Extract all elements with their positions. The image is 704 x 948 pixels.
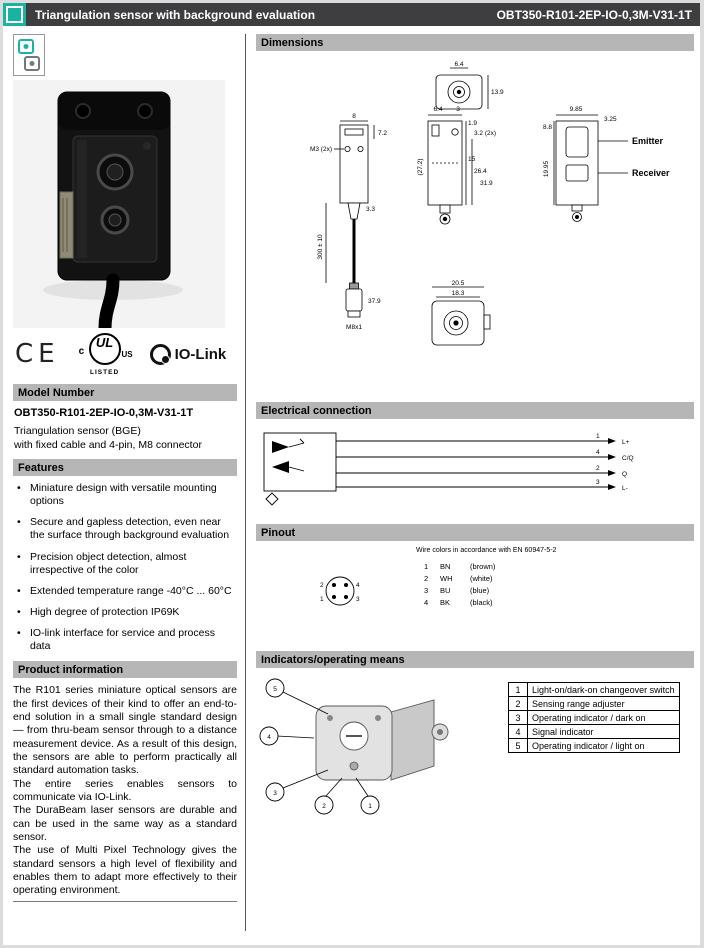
certification-row [15,332,237,376]
ul-logo-icon: UL [89,333,121,365]
svg-text:8: 8 [352,113,356,120]
svg-text:3.3: 3.3 [366,206,376,213]
ul-us-label: US [121,350,133,359]
svg-text:L+: L+ [622,439,630,446]
feature-item: • Secure and gapless detection, even near the surface through background evaluation [17,516,237,542]
wire-row [424,573,530,585]
pinout-note: Wire colors in accordance with EN 60947-5-2 [416,547,557,554]
wire-pin: 4 [424,598,429,607]
svg-text:Receiver: Receiver [632,168,670,178]
svg-text:1: 1 [320,596,324,603]
brand-glyph-icon [6,6,23,23]
svg-text:C/Q: C/Q [622,455,634,462]
header-bar [3,3,700,26]
indicator-row [509,725,680,739]
svg-text:18.3: 18.3 [451,290,465,297]
wire-pin: 2 [424,574,429,583]
svg-text:1: 1 [368,803,372,810]
wire-color: (black) [470,598,493,607]
indicator-label: Signal indicator [528,725,680,739]
page-title: Triangulation sensor with background evaluation [35,7,316,22]
wire-row [424,585,530,597]
svg-text:9.85: 9.85 [569,106,583,113]
svg-text:19.95: 19.95 [543,160,550,178]
indicator-number: 2 [509,697,528,711]
product-photo [13,80,225,328]
indicator-label: Sensing range adjuster [528,697,680,711]
wire-code: WH [440,574,453,583]
wire-color: (white) [470,574,493,583]
ul-listed-label: LISTED [90,369,120,376]
section-pinout: Pinout [256,524,694,541]
svg-text:5: 5 [273,686,277,693]
datasheet-page [3,3,700,945]
svg-text:1.9: 1.9 [468,120,478,127]
svg-text:M3 (2x): M3 (2x) [309,146,332,153]
sensor-pictogram-icon [17,38,41,72]
svg-text:L-: L- [622,485,628,492]
section-electrical-connection: Electrical connection [256,402,694,419]
svg-text:Q: Q [622,471,628,478]
left-column-divider [13,901,237,902]
indicators-table [508,682,680,753]
brand-icon [3,3,26,26]
feature-item: • High degree of protection IP69K [17,606,237,619]
model-connection: with fixed cable and 4-pin, M8 connector [14,439,202,451]
product-info-paragraph: The R101 series miniature optical sensors are the first devices of their kind to offer an end-to-end solution in a small single standard design — from thru-beam sensor through to a distance measurement device. As a result of this design, the sensors are able to perform practically all standard automation tasks. [13,684,237,777]
feature-item: • Extended temperature range -40°C ... 60°C [17,585,237,598]
sensor-photo-illustration [13,80,225,328]
svg-text:3: 3 [356,596,360,603]
section-indicators: Indicators/operating means [256,651,694,668]
product-info-paragraph: The DuraBeam laser sensors are durable and can be used in the same way as a standard sensor. [13,804,237,843]
iolink-label: IO-Link [174,345,227,363]
iolink-ring-icon [150,344,171,365]
svg-text:37.9: 37.9 [368,298,381,305]
indicator-label: Operating indicator / dark on [528,711,680,725]
svg-text:3: 3 [456,106,460,113]
svg-text:2: 2 [596,465,600,472]
product-info-paragraph: The use of Multi Pixel Technology gives the standard sensors a high level of flexibility and enables them to adapt more effectively to their operating environment. [13,844,237,897]
model-type: Triangulation sensor (BGE) [14,425,141,437]
svg-text:13.9: 13.9 [491,89,504,96]
svg-text:Emitter: Emitter [632,136,664,146]
feature-item: • Miniature design with versatile mounting options [17,482,237,508]
model-number: OBT350-R101-2EP-IO-0,3M-V31-1T [14,407,194,419]
indicators-area [256,674,694,826]
svg-text:300 ± 10: 300 ± 10 [317,234,324,260]
wire-row [424,561,530,573]
section-features: Features [13,459,237,476]
ce-mark: CE [15,339,60,369]
features-list [15,482,237,653]
left-column [13,34,237,931]
wire-pin: 3 [424,586,429,595]
indicator-row [509,711,680,725]
svg-text:6.4: 6.4 [433,106,443,113]
svg-text:6.4: 6.4 [454,61,464,68]
wire-color: (brown) [470,562,496,571]
wire-color-table [424,561,530,609]
ul-c-label: c [78,346,85,357]
feature-item: • IO-link interface for service and process data [17,627,237,653]
svg-text:15: 15 [468,156,476,163]
svg-text:26.4: 26.4 [474,168,487,175]
product-information-text [13,684,237,897]
wire-row [424,597,530,609]
svg-text:7.2: 7.2 [378,130,388,137]
svg-text:3.25: 3.25 [604,116,617,123]
wire-code: BU [440,586,451,595]
product-info-paragraph: The entire series enables sensors to communicate via IO-Link. [13,777,237,803]
svg-text:20.5: 20.5 [451,280,465,287]
svg-text:4: 4 [596,449,600,456]
dimension-drawing [256,57,704,389]
ul-mark [76,332,134,376]
indicator-row [509,739,680,753]
svg-text:2: 2 [320,582,324,589]
iolink-logo [150,344,227,365]
section-model-number: Model Number [13,384,237,401]
content-area [3,26,700,931]
connector-face-icon [308,569,372,618]
svg-text:3: 3 [273,790,277,797]
section-product-information: Product information [13,661,237,678]
svg-text:4: 4 [356,582,360,589]
svg-text:3: 3 [596,479,600,486]
svg-text:31.9: 31.9 [480,180,493,187]
wiring-diagram [256,425,696,511]
section-dimensions: Dimensions [256,34,694,51]
svg-text:3.2 (2x): 3.2 (2x) [474,130,497,137]
svg-text:4: 4 [267,734,271,741]
wire-pin: 1 [424,562,429,571]
indicator-number: 4 [509,725,528,739]
svg-text:1: 1 [596,433,600,440]
indicator-number: 1 [509,683,528,697]
svg-text:8.8: 8.8 [542,124,552,131]
svg-text:2: 2 [322,803,326,810]
iolink-dot-icon [161,355,170,364]
svg-text:(27.2): (27.2) [417,158,424,176]
indicator-row [509,697,680,711]
wire-code: BN [440,562,451,571]
part-number: OBT350-R101-2EP-IO-0,3M-V31-1T [496,7,692,22]
indicators-diagram [256,674,502,826]
indicator-row [509,683,680,697]
indicator-label: Operating indicator / light on [528,739,680,753]
wire-code: BK [440,598,451,607]
indicator-label: Light-on/dark-on changeover switch [528,683,680,697]
feature-item: • Precision object detection, almost irrespective of the color [17,551,237,577]
wire-color: (blue) [470,586,490,595]
indicator-number: 3 [509,711,528,725]
pinout-diagram [256,547,694,643]
svg-text:M8x1: M8x1 [346,324,362,331]
right-column [245,34,694,931]
indicator-number: 5 [509,739,528,753]
product-family-icon [13,34,45,76]
